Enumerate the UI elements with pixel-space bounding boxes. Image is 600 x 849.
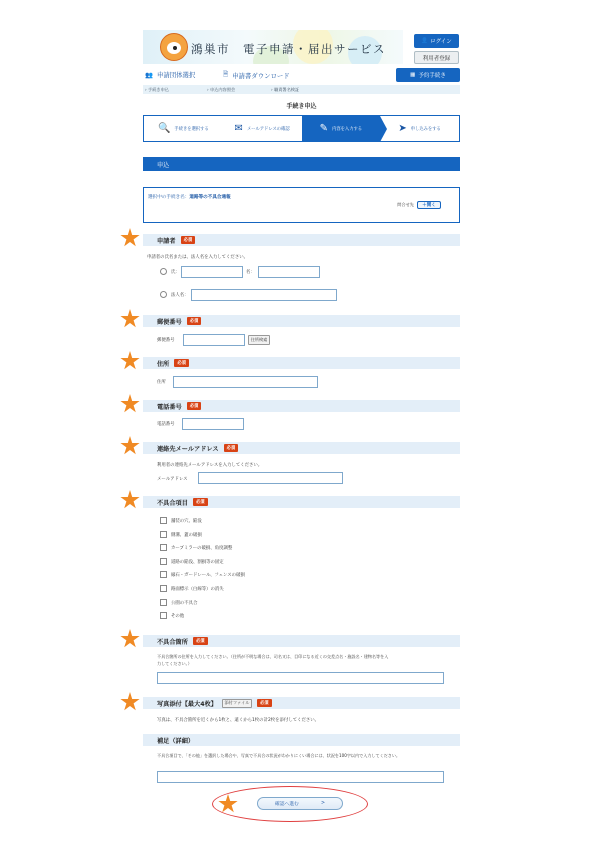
photo-desc: 写真は、不具合箇所を近くから1枚と、遠くから1枚の計2枚を添付してください。 [157,718,320,723]
phone-label: 電話番号 [157,422,175,427]
section-email: 連絡先メールアドレス 必須 [143,442,460,454]
defect-label: 縁石・ガードレール、フェンスの破損 [171,573,245,578]
send-icon: ➤ [398,122,407,134]
required-badge: 必須 [193,637,208,645]
chevron-right-icon: > [320,801,326,806]
breadcrumb-item[interactable]: › 職責署名検証 [271,86,300,92]
email-desc: 利用者の連絡先メールアドレスを入力してください。 [157,463,263,468]
postal-input[interactable] [183,334,245,346]
open-inquiry-button[interactable]: ＋開く [417,201,441,209]
required-badge: 必須 [174,359,189,367]
given-name-label: 名： [246,270,255,275]
defect-label: 側溝、蓋の破損 [171,533,202,538]
reservation-button[interactable]: ▦ 予約手続き [396,68,460,82]
breadcrumb [143,85,460,94]
nav-download[interactable]: 🗎 申請書ダウンロード [223,70,290,80]
calendar-icon: ▦ [410,72,416,78]
register-button[interactable]: 利用者登録 [414,51,459,64]
star-icon [120,309,140,329]
defect-checkbox[interactable] [160,544,167,551]
defect-checkbox[interactable] [160,558,167,565]
address-label: 住所 [157,380,166,385]
section-supplement: 補足（詳細） [143,734,460,746]
step-submit: ➤ 申し込みをする [398,122,441,134]
defect-label: その他 [171,614,185,619]
defect-label: 路面標示（白線等）の消失 [171,587,224,592]
inquiry-label: 問合せ先 [397,202,414,207]
required-badge: 必須 [187,402,202,410]
group-icon: 👥 [145,70,153,79]
site-title: 鴻巣市 電子申請・届出サービス [191,42,386,56]
star-icon [120,351,140,371]
defect-label: 道路の陥没、割損等の固定 [171,560,224,565]
defect-checkbox[interactable] [160,585,167,592]
supplement-desc: 不具合項目で、「その他」を選択した場合や、写真で不具合の状況がわかりにくい場合には、状況を100字以内で入力してください。 [157,753,401,758]
defect-checkbox[interactable] [160,612,167,619]
defect-checkbox[interactable] [160,517,167,524]
search-icon: 🔍 [157,122,171,134]
phone-input[interactable] [182,418,244,430]
section-postal: 郵便番号 必須 [143,315,460,327]
step-mail: ✉ メールアドレスの確認 [234,122,290,134]
progress-steps [143,115,460,142]
user-icon: 👤 [421,38,429,44]
defect-label: 舗装の穴、陥没 [171,519,202,524]
location-input[interactable] [157,672,444,684]
section-applicant: 申請者 必須 [143,234,460,246]
surname-input[interactable] [181,266,243,278]
section-defects: 不具合項目 必須 [143,496,460,508]
top-nav [143,68,460,83]
confirm-button[interactable]: 確認へ進む > [257,797,343,810]
required-badge: 必須 [193,498,208,506]
breadcrumb-item[interactable]: › 手続き申込 [145,86,169,92]
surname-label: 氏： [171,270,180,275]
radio-corporation[interactable] [160,291,167,298]
defect-checkbox[interactable] [160,599,167,606]
site-banner [143,30,403,64]
location-desc-cont: 力してください。） [157,661,192,666]
mail-icon: ✉ [234,122,243,134]
login-button[interactable]: 👤 ログイン [414,34,459,48]
required-badge: 必須 [224,444,239,452]
email-input[interactable] [198,472,343,484]
corp-label: 法人名： [171,293,189,298]
defect-label: 公園の不具合 [171,601,198,606]
selected-procedure-box [143,187,460,223]
location-desc: 不具合箇所の住所を入力してください。（住所が不明な場合は、司名又は、目印になる近くの交差点名・施設名・建物名等を入 [157,654,389,659]
radio-individual[interactable] [160,268,167,275]
page-title: 手続き申込 [286,103,317,110]
required-badge: 必須 [257,699,272,707]
star-icon [120,629,140,649]
corp-name-input[interactable] [191,289,337,301]
section-photo: 写真添付【最大4枚】 添付ファイル 必須 [143,697,460,709]
selected-procedure: 選択中の手続き名：道路等の不具合通報 [148,195,231,200]
star-icon [120,692,140,712]
nav-org-select[interactable]: 👥 申請団体選択 [145,70,196,79]
defect-checkbox[interactable] [160,571,167,578]
document-icon: 🗎 [223,70,229,78]
attach-file-button[interactable]: 添付ファイル [222,699,252,708]
supplement-input[interactable] [157,771,444,783]
given-name-input[interactable] [258,266,320,278]
applicant-desc: 申請者の氏名または、法人名を入力してください。 [147,255,248,260]
section-address: 住所 必須 [143,357,460,369]
email-label: メールアドレス [157,477,188,482]
address-search-button[interactable]: 住所検索 [248,335,270,345]
defect-label: カーブミラーの破損、角度調整 [171,546,233,551]
required-badge: 必須 [187,317,202,325]
mascot-icon [160,33,188,61]
section-title: 申込 [143,157,460,171]
section-location: 不具合箇所 必須 [143,635,460,647]
pencil-icon: ✎ [319,122,329,134]
star-icon [120,228,140,248]
breadcrumb-item[interactable]: › 申込内容照会 [207,86,236,92]
step-select: 🔍 手続きを選択する [157,122,209,134]
star-icon [120,490,140,510]
required-badge: 必須 [181,236,196,244]
postal-label: 郵便番号 [157,338,175,343]
section-phone: 電話番号 必須 [143,400,460,412]
star-icon [120,394,140,414]
step-input: ✎ 内容を入力する [302,116,381,141]
defect-checkbox[interactable] [160,531,167,538]
star-icon [120,436,140,456]
address-input[interactable] [173,376,318,388]
